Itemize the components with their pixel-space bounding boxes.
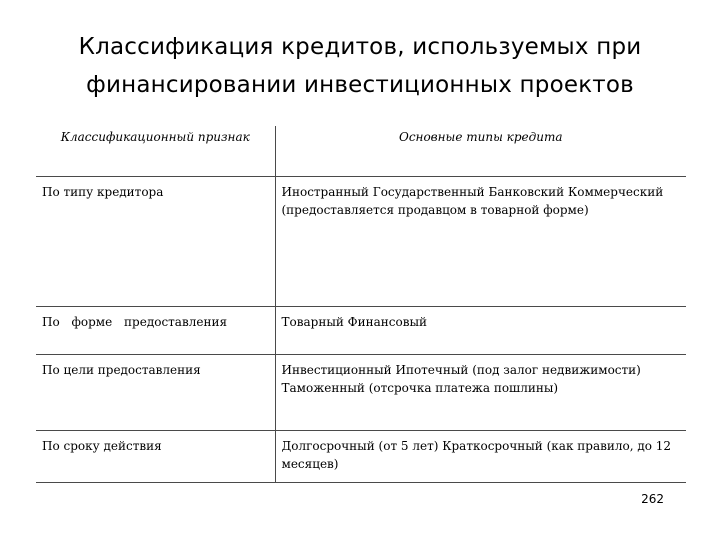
row-types: Иностранный Государственный Банковский Коммерческий (предоставляется продавцом в товарной форме) — [275, 176, 686, 306]
row-feature: По сроку действия — [36, 430, 275, 482]
row-feature: По форме предоставления — [36, 306, 275, 354]
table-row — [36, 354, 686, 430]
row-types: Долгосрочный (от 5 лет) Краткосрочный (как правило, до 12 месяцев) — [275, 430, 686, 482]
row-types: Инвестиционный Ипотечный (под залог недвижимости) Таможенный (отсрочка платежа пошлины) — [275, 354, 686, 430]
slide-title — [40, 28, 680, 104]
title-line-1: Классификация кредитов, используемых при — [78, 34, 642, 60]
title-line-2: финансировании инвестиционных проектов — [86, 72, 634, 98]
table-row — [36, 176, 686, 306]
table-row — [36, 306, 686, 354]
credit-classification-table — [36, 126, 686, 483]
row-feature: По цели предоставления — [36, 354, 275, 430]
header-types: Основные типы кредита — [275, 126, 686, 176]
table-header-row — [36, 126, 686, 176]
page-number: 262 — [641, 492, 664, 506]
header-feature: Классификационный признак — [36, 126, 275, 176]
table-row — [36, 430, 686, 482]
row-types: Товарный Финансовый — [275, 306, 686, 354]
row-feature: По типу кредитора — [36, 176, 275, 306]
